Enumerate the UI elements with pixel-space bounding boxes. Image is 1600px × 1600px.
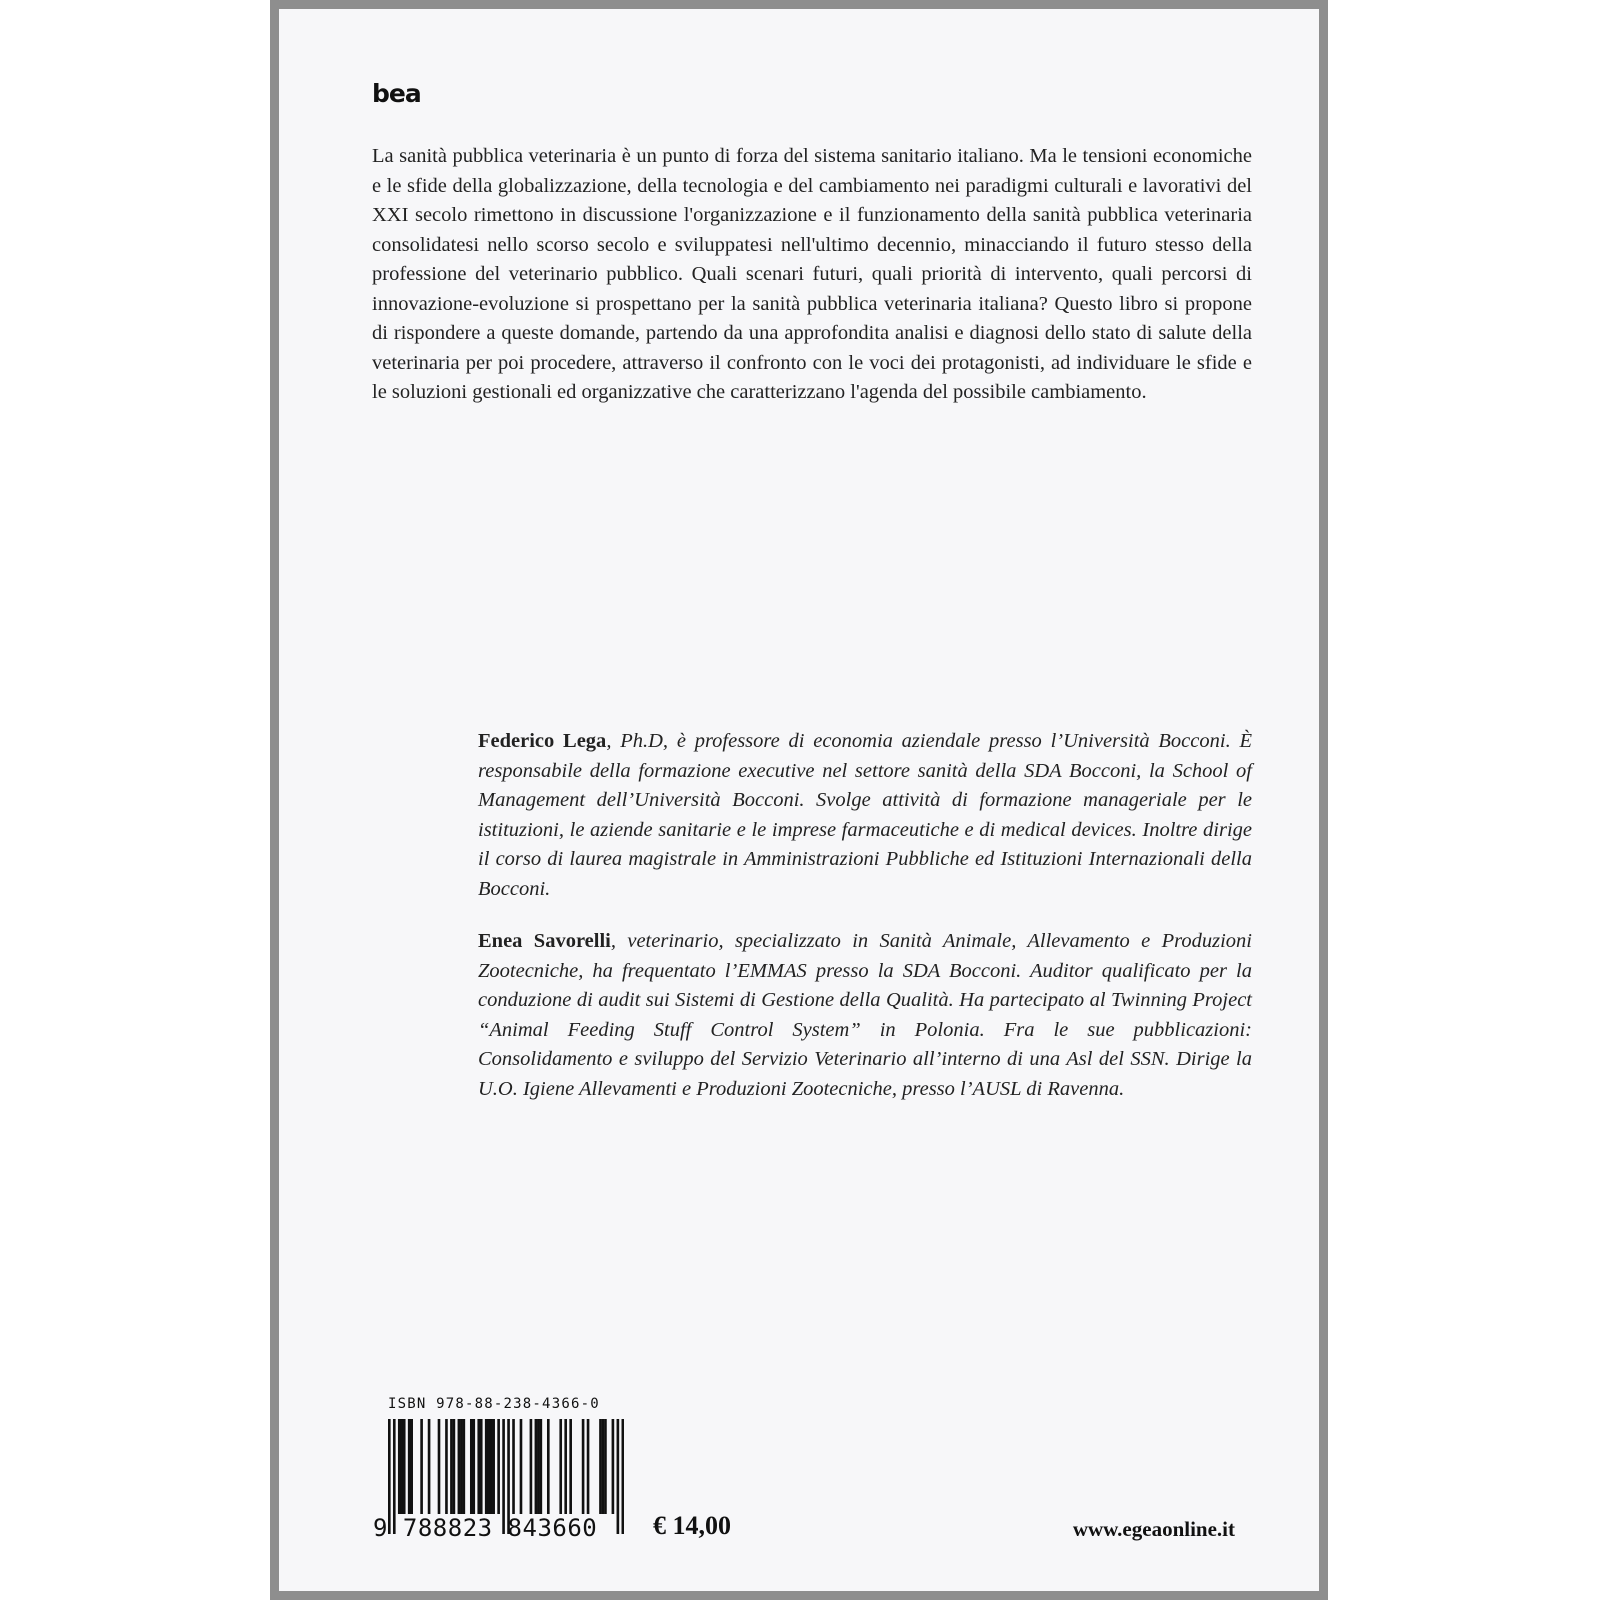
barcode-bar	[497, 1419, 500, 1514]
barcode-bar	[512, 1419, 515, 1514]
author-bio-text: , è professore di economia aziendale presso l’Università Bocconi. È responsabile della formazione executive nel settore sanità della SDA Bocconi, la School of Management dell’Università Bocconi. Svolge attività di formazione manageriale per le istituzioni, le aziende sanitarie e le imprese farmaceutiche e di medical devices. Inoltre dirige il corso di laurea magistrale in Amministrazioni Pubbliche ed Istituzioni Internazionali della Bocconi.	[478, 730, 1252, 900]
book-back-cover	[270, 0, 1328, 1600]
barcode-bar	[480, 1419, 483, 1514]
barcode-bar	[487, 1419, 490, 1514]
barcode-bar	[453, 1419, 456, 1514]
barcode-bar	[408, 1419, 411, 1514]
publisher-logo: bea	[372, 79, 421, 108]
barcode-bar	[547, 1419, 550, 1514]
barcode-bar	[559, 1419, 562, 1514]
barcode-bar	[537, 1419, 540, 1514]
barcode-bar	[582, 1419, 585, 1514]
author-name: Enea Savorelli	[478, 930, 611, 952]
barcode-bar	[599, 1419, 602, 1514]
barcode-bar	[420, 1419, 423, 1514]
barcode-bar	[492, 1419, 495, 1514]
barcode-bar	[398, 1419, 401, 1514]
barcode-bar	[604, 1419, 607, 1514]
barcode-bar	[569, 1419, 572, 1514]
barcode-bar	[612, 1419, 615, 1514]
barcode-bar	[602, 1419, 605, 1514]
author-name: Federico Lega	[478, 730, 607, 752]
barcode-bar	[617, 1419, 620, 1534]
barcode-bar	[490, 1419, 493, 1514]
barcode-bar	[445, 1419, 448, 1514]
price: € 14,00	[653, 1511, 731, 1540]
barcode-bar	[530, 1419, 533, 1514]
ean-number: 9 788823 843660	[373, 1514, 598, 1542]
barcode-bar	[460, 1419, 463, 1514]
author-bio-1: Federico Lega, Ph.D, è professore di economia aziendale presso l’Università Bocconi. È responsabile della formazione executive nel settore sanità della SDA Bocconi, la School of Management dell’Università Bocconi. Svolge attività di formazione manageriale per le istituzioni, le aziende sanitarie e le imprese farmaceutiche e di medical devices. Inoltre dirige il corso di laurea magistrale in Amministrazioni Pubbliche ed Istituzioni Internazionali della Bocconi.	[478, 730, 1252, 900]
barcode-bar	[463, 1419, 466, 1514]
barcode-bar	[403, 1419, 406, 1514]
barcode-bar	[470, 1419, 473, 1514]
author-bio-text: veterinario, specializzato in Sanità Animale, Allevamento e Produzioni Zootecniche, ha frequentato l’EMMAS presso la SDA Bocconi. Auditor qualificato per la conduzione di audit sui Sistemi di Gestione della Qualità. Ha partecipato al Twinning Project “Animal Feeding Stuff Control System” in Polonia. Fra le sue pubblicazioni: Consolidamento e sviluppo del Servizio Veterinario all’interno di una Asl del SSN. Dirige la U.O. Igiene Allevamenti e Produzioni Zootecniche, presso l’AUSL di Ravenna.	[478, 930, 1252, 1100]
author-degree: Ph.D	[620, 730, 663, 752]
barcode-bar	[428, 1419, 431, 1514]
barcode-bar	[564, 1419, 567, 1514]
barcode-bar	[477, 1419, 480, 1514]
barcode-bar	[472, 1419, 475, 1514]
barcode-bar	[622, 1419, 624, 1534]
barcode-bar	[535, 1419, 538, 1514]
barcode-bar	[410, 1419, 413, 1514]
barcode-bar	[450, 1419, 453, 1514]
barcode-bar	[438, 1419, 441, 1514]
barcode-bar	[540, 1419, 543, 1514]
publisher-website: www.egeaonline.it	[1072, 1517, 1235, 1541]
barcode-bar	[400, 1419, 403, 1514]
book-description: La sanità pubblica veterinaria è un punto di forza del sistema sanitario italiano. Ma le tensioni economiche e le sfide della globalizzazione, della tecnologia e del cambiamento nei paradigmi culturali e lavorativi del XXI secolo rimettono in discussione l'organizzazione e il funzionamento della sanità pubblica veterinaria consolidatesi nello scorso secolo e sviluppatesi nell'ultimo decennio, minacciando il futuro stesso della professione del veterinario pubblico. Quali scenari futuri, quali priorità di intervento, quali percorsi di innovazione-evoluzione si prospettano per la sanità pubblica veterinaria italiana? Questo libro si propone di rispondere a queste domande, partendo da una approfondita analisi e diagnosi dello stato di salute della veterinaria per poi procedere, attraverso il confronto con le voci dei protagonisti, ad individuare le sfide e le soluzioni gestionali ed organizzative che caratterizzano l'agenda del possibile cambiamento.	[372, 145, 1252, 403]
barcode-bar	[485, 1419, 488, 1514]
barcode-bar	[458, 1419, 461, 1514]
barcode-bar	[587, 1419, 590, 1514]
author-bio-2: Enea Savorelli, veterinario, specializzato in Sanità Animale, Allevamento e Produzioni Zootecniche, ha frequentato l’EMMAS presso la SDA Bocconi. Auditor qualificato per la conduzione di audit sui Sistemi di Gestione della Qualità. Ha partecipato al Twinning Project “Animal Feeding Stuff Control System” in Polonia. Fra le sue pubblicazioni: Consolidamento e sviluppo del Servizio Veterinario all’interno di una Asl del SSN. Dirige la U.O. Igiene Allevamenti e Produzioni Zootecniche, presso l’AUSL di Ravenna.	[478, 930, 1252, 1100]
isbn-label: ISBN 978-88-238-4366-0	[388, 1396, 600, 1412]
barcode-bar	[520, 1419, 523, 1514]
